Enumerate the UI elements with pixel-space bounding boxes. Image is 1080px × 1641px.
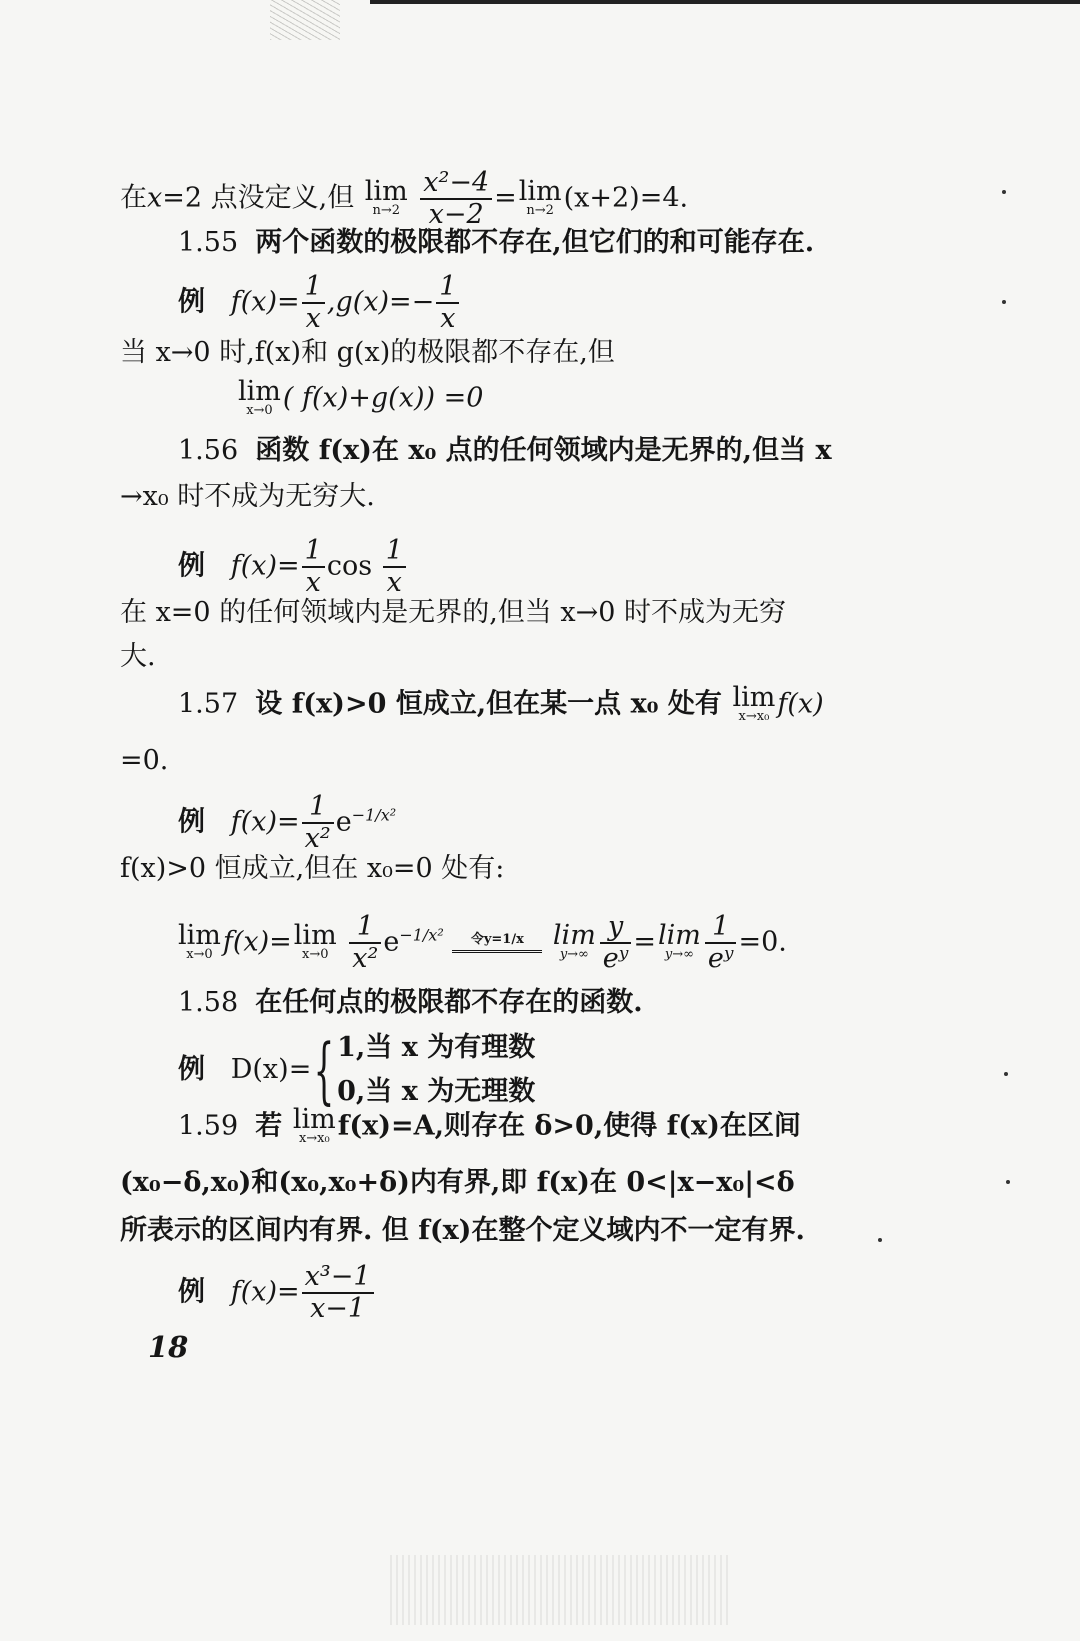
formula: f(x)= bbox=[230, 806, 300, 838]
example-1-58 bbox=[178, 1026, 535, 1114]
formula: f(x)= bbox=[230, 1276, 300, 1308]
example-1-57 bbox=[178, 792, 396, 854]
item-title: 在任何点的极限都不存在的函数. bbox=[255, 987, 643, 1018]
item-1-58 bbox=[178, 986, 643, 1020]
numerator: 1 bbox=[304, 535, 322, 566]
paragraph: 当 x→0 时,f(x)和 g(x)的极限都不存在,但 bbox=[120, 337, 615, 368]
lim-word: lim bbox=[178, 920, 221, 951]
lim-operator bbox=[178, 920, 221, 962]
exp-base: e bbox=[335, 806, 352, 838]
lim-sub: x→x₀ bbox=[298, 1131, 330, 1146]
lim-operator bbox=[293, 920, 337, 962]
lim-sub: y→∞ bbox=[664, 947, 694, 962]
equals-bar bbox=[452, 950, 542, 953]
scan-noise bbox=[390, 1555, 730, 1625]
fraction bbox=[705, 912, 737, 974]
formula: f(x)= bbox=[230, 286, 300, 318]
item-number: 1.56 bbox=[178, 435, 239, 466]
lim-word: lim bbox=[732, 682, 776, 713]
case-rational: 1,当 x 为有理数 bbox=[337, 1032, 536, 1063]
denominator: x−2 bbox=[420, 198, 492, 230]
lim-word: lim bbox=[292, 1104, 336, 1135]
substitution-arrow bbox=[452, 932, 542, 955]
lim-word: lim bbox=[293, 920, 337, 951]
item-title: 函数 f(x)在 x₀ 点的任何领域内是无界的,但当 x bbox=[255, 435, 832, 466]
substitution-label: 令y=1/x bbox=[470, 931, 524, 947]
numerator: 1 bbox=[712, 911, 730, 942]
fraction bbox=[383, 536, 406, 598]
fraction bbox=[436, 272, 459, 334]
page-number: 18 bbox=[148, 1330, 189, 1364]
example-label: 例 bbox=[178, 1276, 205, 1308]
numerator: 1 bbox=[304, 271, 322, 302]
denominator: x−1 bbox=[302, 1292, 374, 1324]
formula: ,g(x)=− bbox=[326, 286, 435, 318]
formula: f(x) bbox=[777, 688, 824, 720]
item-1-59 bbox=[178, 1104, 801, 1146]
lim-word: lim bbox=[658, 920, 701, 951]
scan-speck bbox=[1004, 1072, 1008, 1076]
item-1-56 bbox=[178, 434, 832, 468]
paragraph: 在 x=0 的任何领域内是无界的,但当 x→0 时不成为无穷 bbox=[120, 597, 786, 628]
limit-sum bbox=[236, 376, 484, 418]
lim-sub: x→x₀ bbox=[738, 709, 770, 724]
example-1-55 bbox=[178, 272, 461, 334]
paragraph: (x₀−δ,x₀)和(x₀,x₀+δ)内有界,即 f(x)在 0<|x−x₀|<δ bbox=[120, 1167, 795, 1198]
scan-speck bbox=[1002, 190, 1006, 194]
fraction bbox=[302, 792, 334, 854]
lim-operator bbox=[658, 920, 701, 962]
item-number: 1.55 bbox=[178, 227, 239, 258]
formula: f(x)= bbox=[222, 926, 292, 958]
case-irrational: 0,当 x 为无理数 bbox=[337, 1076, 536, 1107]
formula: ( f(x)+g(x)) =0 bbox=[282, 382, 484, 414]
numerator: 1 bbox=[439, 271, 457, 302]
lim-word: lim bbox=[552, 920, 596, 951]
lim-sub: y→∞ bbox=[559, 947, 589, 962]
exp-base: e bbox=[383, 926, 400, 958]
lim-sub: x→0 bbox=[301, 947, 329, 962]
item-number: 1.57 bbox=[178, 688, 239, 720]
cases bbox=[337, 1026, 535, 1114]
fraction bbox=[600, 912, 632, 974]
var-x: x bbox=[147, 182, 163, 214]
item-number: 1.59 bbox=[178, 1110, 239, 1142]
denominator: x bbox=[383, 566, 406, 598]
left-brace: { bbox=[313, 1028, 335, 1112]
denominator: x² bbox=[349, 942, 381, 974]
text: 若 bbox=[255, 1110, 283, 1142]
formula: D(x)= bbox=[230, 1054, 312, 1085]
example-label: 例 bbox=[178, 1054, 205, 1085]
item-title: f(x)=A,则存在 δ>0,使得 f(x)在区间 bbox=[337, 1110, 801, 1142]
lim-operator bbox=[518, 176, 562, 218]
item-1-55 bbox=[178, 226, 814, 260]
lim-word: lim bbox=[238, 376, 281, 407]
paragraph: →x₀ 时不成为无穷大. bbox=[120, 481, 375, 512]
lim-operator bbox=[732, 682, 776, 724]
fraction bbox=[302, 1262, 374, 1324]
scan-speck bbox=[1002, 300, 1006, 304]
numerator: 1 bbox=[309, 791, 327, 822]
limit-derivation bbox=[176, 912, 787, 974]
paragraph: f(x)>0 恒成立,但在 x₀=0 处有: bbox=[120, 853, 505, 884]
text: =0. bbox=[738, 926, 787, 958]
item-number: 1.58 bbox=[178, 987, 239, 1018]
denominator: x² bbox=[302, 822, 334, 854]
item-1-57 bbox=[178, 682, 824, 724]
lim-word: lim bbox=[518, 176, 562, 207]
formula: f(x)= bbox=[230, 550, 300, 582]
numerator: x²−4 bbox=[423, 167, 490, 198]
fraction bbox=[302, 272, 325, 334]
cos: cos bbox=[326, 550, 373, 582]
example-1-56 bbox=[178, 536, 408, 598]
equals: = bbox=[633, 926, 656, 958]
lim-sub: x→0 bbox=[246, 403, 273, 418]
denominator: eʸ bbox=[705, 942, 737, 974]
lim-sub: n→2 bbox=[526, 203, 554, 218]
text: (x+2)=4. bbox=[563, 182, 689, 214]
fraction bbox=[420, 168, 492, 230]
lim-operator bbox=[552, 920, 596, 962]
denominator: eʸ bbox=[600, 942, 632, 974]
text: =2 点没定义,但 bbox=[162, 182, 355, 214]
paragraph: 大. bbox=[120, 641, 156, 672]
scan-speck bbox=[878, 1238, 882, 1242]
numerator: 1 bbox=[356, 911, 374, 942]
text: 在 bbox=[120, 182, 147, 214]
equals: = bbox=[494, 182, 517, 214]
item-title: 两个函数的极限都不存在,但它们的和可能存在. bbox=[255, 227, 815, 258]
numerator: y bbox=[607, 911, 624, 942]
lim-operator bbox=[238, 376, 281, 418]
denominator: x bbox=[302, 566, 325, 598]
fraction bbox=[302, 536, 325, 598]
example-label: 例 bbox=[178, 806, 205, 838]
scan-smudge bbox=[270, 0, 340, 40]
denominator: x bbox=[302, 302, 325, 334]
numerator: x³−1 bbox=[304, 1261, 371, 1292]
scan-speck bbox=[1006, 1180, 1010, 1184]
lim-operator bbox=[292, 1104, 336, 1146]
lim-sub: x→0 bbox=[186, 947, 213, 962]
fraction bbox=[349, 912, 381, 974]
exponent: −1/x² bbox=[351, 805, 397, 825]
denominator: x bbox=[436, 302, 459, 334]
example-label: 例 bbox=[178, 286, 205, 318]
top-rule bbox=[370, 0, 1080, 4]
numerator: 1 bbox=[385, 535, 403, 566]
example-label: 例 bbox=[178, 550, 205, 582]
lim-sub: n→2 bbox=[372, 203, 400, 218]
paragraph: =0. bbox=[120, 745, 169, 776]
paragraph: 所表示的区间内有界. 但 f(x)在整个定义域内不一定有界. bbox=[120, 1215, 805, 1246]
lim-operator bbox=[364, 176, 408, 218]
line-limit-example bbox=[120, 168, 688, 230]
item-title: 设 f(x)>0 恒成立,但在某一点 x₀ 处有 bbox=[255, 688, 722, 720]
exponent: −1/x² bbox=[399, 925, 444, 945]
example-1-59 bbox=[178, 1262, 376, 1324]
lim-word: lim bbox=[364, 176, 408, 207]
